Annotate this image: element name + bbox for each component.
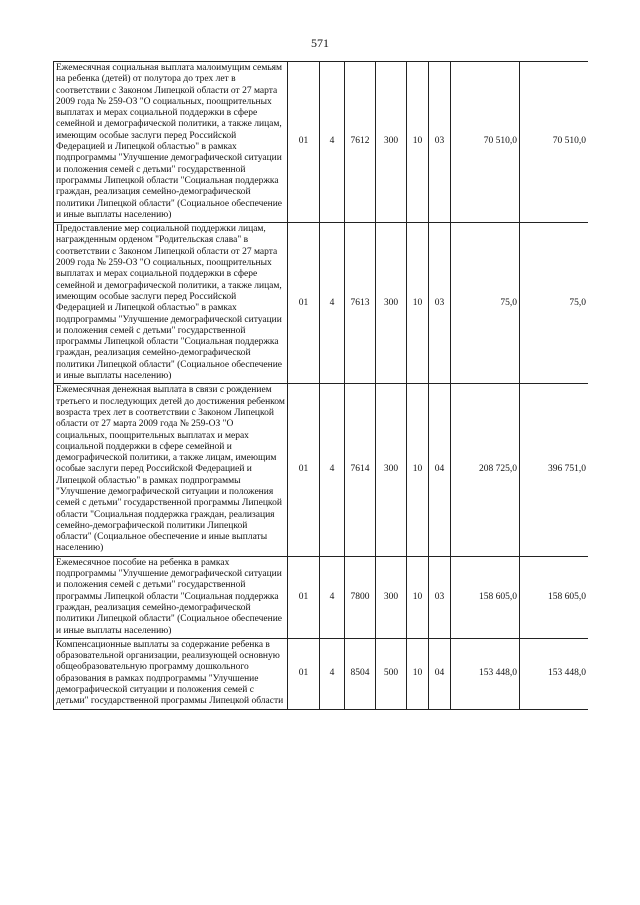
section-code: 10	[407, 384, 429, 556]
direction-code: 7614	[345, 384, 376, 556]
amount-second: 75,0	[520, 223, 589, 384]
subprogram-code: 4	[320, 384, 345, 556]
page-number: 571	[311, 36, 329, 50]
budget-table	[53, 61, 588, 710]
direction-code: 7613	[345, 223, 376, 384]
subsection-code: 03	[429, 556, 451, 638]
subsection-code: 03	[429, 62, 451, 223]
budget-table-container	[53, 61, 588, 856]
expense-type-code: 300	[376, 556, 407, 638]
subsection-code: 04	[429, 638, 451, 709]
row-description: Предоставление мер социальной поддержки лицам, награжденным орденом "Родительская слава" в соответствии с Законом Липецкой области от 27 марта 2009 года № 259-ОЗ "О социальных, поощрительных выплатах и мерах социальной поддержки в сфере семейной и демографической политики, а также лицам, имеющим особые заслуги перед Российской Федерацией и Липецкой областью" в рамках подпрограммы "Улучшение демографической ситуации и положения семей с детьми" государственной программы Липецкой области "Социальная поддержка граждан, реализация семейно-демографической политики Липецкой области" (Социальное обеспечение и иные выплаты населению)	[54, 223, 288, 384]
expense-type-code: 300	[376, 62, 407, 223]
subprogram-code: 4	[320, 556, 345, 638]
expense-type-code: 500	[376, 638, 407, 709]
section-code: 10	[407, 556, 429, 638]
program-code: 01	[288, 223, 320, 384]
subprogram-code: 4	[320, 62, 345, 223]
direction-code: 8504	[345, 638, 376, 709]
amount-first: 75,0	[451, 223, 520, 384]
amount-second: 396 751,0	[520, 384, 589, 556]
amount-second: 70 510,0	[520, 62, 589, 223]
row-description: Ежемесячная денежная выплата в связи с рождением третьего и последующих детей до достижения ребенком возраста трех лет в соответствии с Законом Липецкой области от 27 марта 2009 года № 259-ОЗ "О социальных, поощрительных выплатах и мерах социальной поддержки в сфере семейной и демографической политики, а также лицам, имеющим особые заслуги перед Российской Федерацией и Липецкой областью" в рамках подпрограммы "Улучшение демографической ситуации и положения семей с детьми" государственной программы Липецкой области "Социальная поддержка граждан, реализация семейно-демографической политики Липецкой области" (Социальное обеспечение и иные выплаты населению)	[54, 384, 288, 556]
table-row	[54, 384, 589, 556]
row-description: Ежемесячная социальная выплата малоимущим семьям на ребенка (детей) от полутора до трех лет в соответствии с Законом Липецкой области от 27 марта 2009 года № 259-ОЗ "О социальных, поощрительных выплатах и мерах социальной поддержки в сфере семейной и демографической политики, а также лицам, имеющим особые заслуги перед Российской Федерацией и Липецкой областью" в рамках подпрограммы "Улучшение демографической ситуации и положения семей с детьми" государственной программы Липецкой области "Социальная поддержка граждан, реализация семейно-демографической политики Липецкой области" (Социальное обеспечение и иные выплаты населению)	[54, 62, 288, 223]
direction-code: 7612	[345, 62, 376, 223]
amount-first: 70 510,0	[451, 62, 520, 223]
section-code: 10	[407, 223, 429, 384]
amount-second: 153 448,0	[520, 638, 589, 709]
amount-first: 158 605,0	[451, 556, 520, 638]
subsection-code: 04	[429, 384, 451, 556]
table-row	[54, 638, 589, 709]
row-description: Компенсационные выплаты за содержание ребенка в образовательной организации, реализующей основную общеобразовательную программу дошкольного образования в рамках подпрограммы "Улучшение демографической ситуации и положения семей с детьми" государственной программы Липецкой области	[54, 638, 288, 709]
amount-first: 208 725,0	[451, 384, 520, 556]
expense-type-code: 300	[376, 223, 407, 384]
amount-second: 158 605,0	[520, 556, 589, 638]
direction-code: 7800	[345, 556, 376, 638]
row-description: Ежемесячное пособие на ребенка в рамках подпрограммы "Улучшение демографической ситуации и положения семей с детьми" государственной программы Липецкой области "Социальная поддержка граждан, реализация семейно-демографической политики Липецкой области" (Социальное обеспечение и иные выплаты населению)	[54, 556, 288, 638]
amount-first: 153 448,0	[451, 638, 520, 709]
section-code: 10	[407, 62, 429, 223]
expense-type-code: 300	[376, 384, 407, 556]
program-code: 01	[288, 556, 320, 638]
table-row	[54, 223, 589, 384]
program-code: 01	[288, 62, 320, 223]
program-code: 01	[288, 384, 320, 556]
subsection-code: 03	[429, 223, 451, 384]
subprogram-code: 4	[320, 223, 345, 384]
section-code: 10	[407, 638, 429, 709]
table-row	[54, 556, 589, 638]
program-code: 01	[288, 638, 320, 709]
table-row	[54, 62, 589, 223]
subprogram-code: 4	[320, 638, 345, 709]
